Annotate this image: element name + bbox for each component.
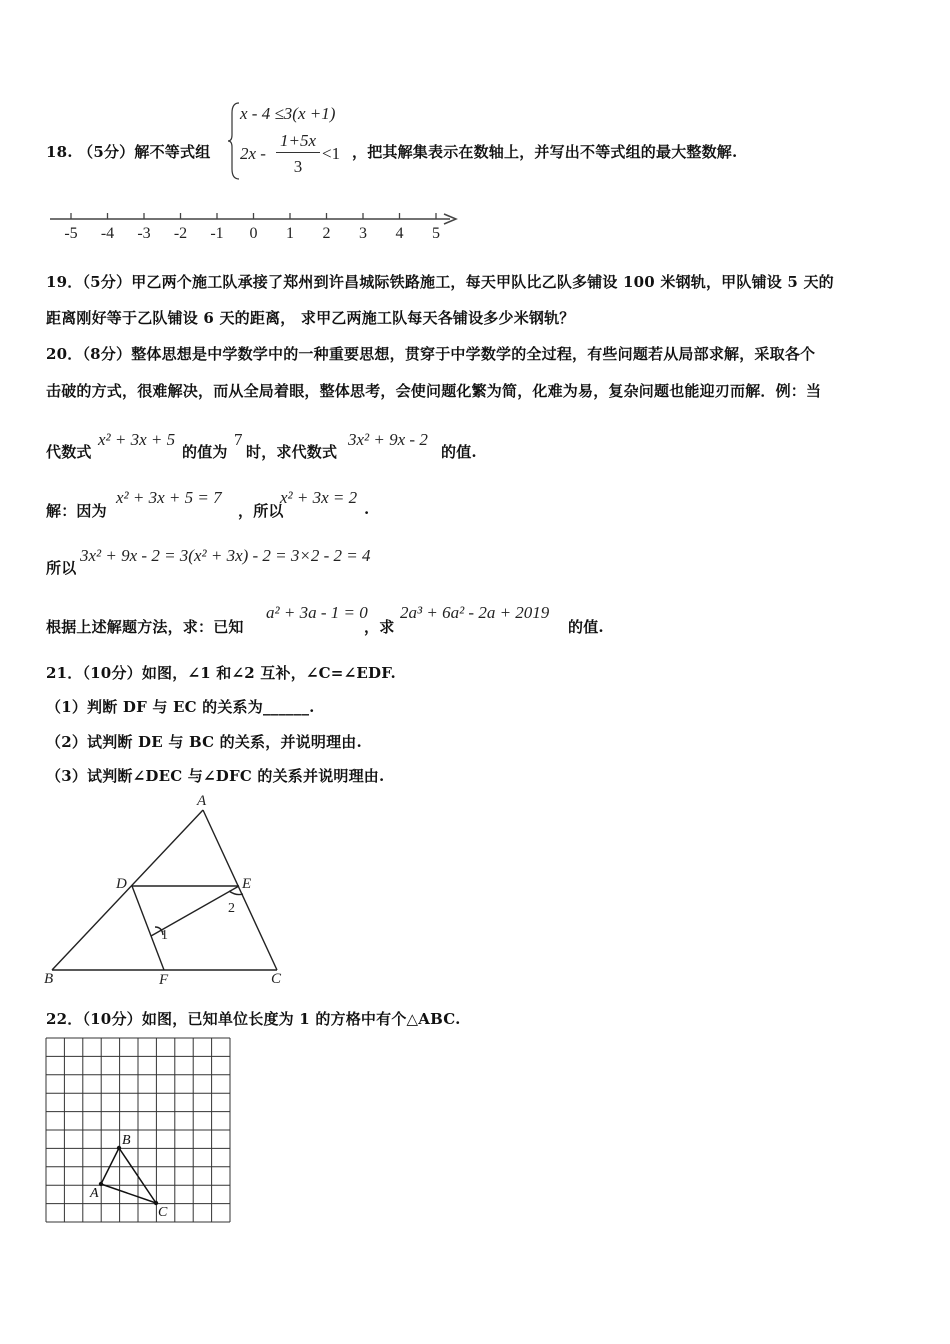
label-angle-2: 2 [228, 901, 235, 916]
number-line-label: -5 [64, 225, 78, 242]
q21-part1: （1）判断 DF 与 EC 的关系为______. [46, 698, 315, 716]
q21-line1: 21．（10分）如图，∠1 和∠2 互补，∠C=∠EDF. [46, 664, 396, 682]
label-a: A [197, 793, 207, 809]
q20-ask-a: 根据上述解题方法，求：已知 [46, 618, 244, 636]
q18-lead: 解不等式组 [134, 143, 211, 161]
q20-line2: 击破的方式，很难解决，而从全局着眼，整体思考，会使问题化繁为简，化难为易，复杂问题也能迎刃而解．例：当 [46, 382, 822, 400]
label-f: F [159, 972, 169, 988]
segment-ab [52, 810, 203, 970]
label-c: C [271, 971, 282, 987]
q20-val7: 7 [234, 430, 243, 449]
q18-ineq1: x - 4 ≤3(x +1) [240, 104, 336, 123]
number-line-label: 5 [432, 225, 440, 242]
label-e: E [242, 876, 252, 892]
q20-ask-expr1: a² + 3a - 1 = 0 [266, 603, 368, 622]
number-line-label: -3 [137, 225, 151, 242]
q19-line1: 19．（5分）甲乙两个施工队承接了郑州到许昌城际铁路施工，每天甲队比乙队多铺设 100 米钢轨，甲队铺设 5 天的 [46, 273, 834, 291]
q20-sol-expr2: x² + 3x = 2 [280, 488, 358, 507]
q20-so-a: 所以 [46, 559, 77, 577]
number-line-label: -1 [210, 225, 224, 242]
q20-ask-expr2: 2a³ + 6a² - 2a + 2019 [400, 603, 550, 622]
q18-ineq2-numerator: 1+5x [276, 131, 320, 153]
label-angle-1: 1 [161, 928, 168, 943]
q20-sol-c: . [364, 500, 370, 518]
q20-line3-a: 代数式 [46, 443, 92, 461]
q20-so-expr: 3x² + 9x - 2 = 3(x² + 3x) - 2 = 3×2 - 2 = 4 [80, 546, 371, 565]
q20-sol-a: 解：因为 [46, 502, 107, 520]
q20-line3-d: 的值. [441, 443, 477, 461]
label-c: C [158, 1205, 168, 1220]
q20-ask-c: 的值. [568, 618, 604, 636]
q20-expr1: x² + 3x + 5 [98, 430, 176, 449]
segment-ac [101, 1184, 156, 1203]
q22-grid-figure [44, 1036, 234, 1226]
number-line-label: 3 [359, 225, 367, 242]
q20-line1: 20．（8分）整体思想是中学数学中的一种重要思想，贯穿于中学数学的全过程，有些问题若从局部求解，采取各个 [46, 345, 816, 363]
number-line-label: 4 [395, 225, 404, 242]
label-b: B [122, 1133, 131, 1148]
number-line-label: 2 [322, 225, 331, 242]
point-b [117, 1146, 121, 1150]
number-line-label: 1 [286, 225, 294, 242]
label-b: B [44, 971, 54, 987]
q18-number: 18. [46, 143, 73, 161]
q19-line2: 距离刚好等于乙队铺设 6 天的距离， 求甲乙两施工队每天各铺设多少米钢轨？ [46, 309, 575, 327]
q20-ask-b: ，求 [364, 618, 395, 636]
q20-line3-b: 的值为 [182, 443, 228, 461]
point-a [99, 1182, 103, 1186]
q18-ineq2-right: <1 [322, 144, 341, 163]
number-line-label: 0 [249, 225, 258, 242]
q20-sol-expr1: x² + 3x + 5 = 7 [116, 488, 222, 507]
label-d: D [116, 876, 127, 892]
q18-trail: ，把其解集表示在数轴上，并写出不等式组的最大整数解. [352, 143, 738, 161]
q20-line3-c: 时，求代数式 [246, 443, 338, 461]
q18-score: （5分） [78, 143, 135, 161]
q18-ineq2-denominator: 3 [293, 157, 303, 176]
q18-brace [227, 101, 241, 181]
segment-ab [101, 1148, 119, 1184]
q18-number-lead [46, 141, 210, 162]
q22-line1: 22．（10分）如图，已知单位长度为 1 的方格中有个△ABC. [46, 1010, 461, 1028]
number-line-label: -4 [100, 225, 115, 242]
q21-part3: （3）试判断∠DEC 与∠DFC 的关系并说明理由. [46, 767, 385, 785]
label-a: A [90, 1186, 99, 1201]
number-line [40, 205, 470, 247]
segment-ac [203, 810, 277, 970]
q21-triangle-figure [40, 790, 300, 990]
number-line-label: -2 [173, 225, 188, 242]
q18-ineq2-left: 2x - [240, 144, 266, 163]
q21-part2: （2）试判断 DE 与 BC 的关系，并说明理由. [46, 733, 362, 751]
q20-expr2: 3x² + 9x - 2 [348, 430, 428, 449]
q20-sol-b: ，所以 [238, 502, 284, 520]
